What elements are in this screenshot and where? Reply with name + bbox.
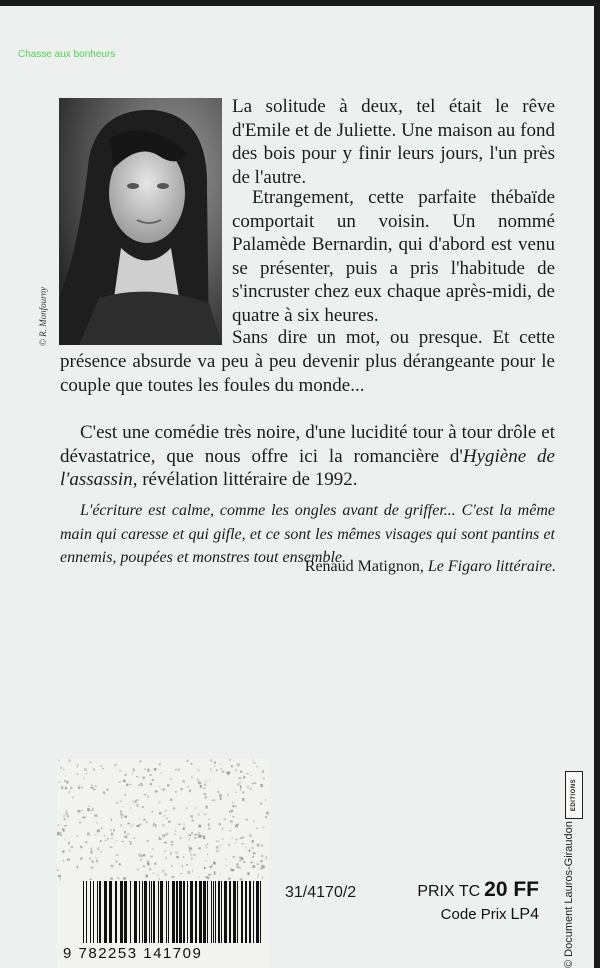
publisher-logo <box>565 771 583 819</box>
book-back-cover <box>0 6 594 968</box>
blurb-paragraph-2: Etrangement, cette parfaite thébaïde comportait un voisin. Un nommé Palamède Bernardin, qui d'abord est venu se présenter, puis a pris l'habitude de s'incruster chez eux chaque après-midi, de quatre à six heures. <box>232 187 555 326</box>
barcode-digits: 9 782253 141709 <box>63 945 203 962</box>
publisher-logo-text: EDITIONS <box>571 778 577 812</box>
author-portrait-image <box>59 98 222 345</box>
blurb-paragraph-2-continued: Sans dire un mot, ou presque. Et cette <box>232 327 555 348</box>
author-photo <box>59 98 222 345</box>
blurb-paragraph-3-start: C'est une comédie très noire, d'une lucidité tour à tour drôle et dévastatrice, que nous offre ici la romancière d' <box>60 422 555 467</box>
quote-attribution <box>305 558 556 576</box>
blurb-paragraph-3-end: , révélation littéraire de 1992. <box>132 469 358 490</box>
blurb-paragraph-2-end: présence absurde va peu à peu devenir plus dérangeante pour le couple que toutes les foules du monde... <box>60 351 555 396</box>
price-value: 20 FF <box>484 878 539 901</box>
cover-image-credit: © Document Lauros-Giraudon <box>563 821 575 968</box>
press-quote: L'écriture est calme, comme les ongles avant de griffer... C'est la même main qui caresse et qui gifle, et ce sont les mêmes visages qui sont pantins et ennemis, poupées et monstres tout ensemble. <box>60 502 555 566</box>
blurb-paragraph-3 <box>60 421 555 492</box>
quote-source: Le Figaro littéraire. <box>427 558 556 575</box>
barcode-sticker <box>57 759 269 968</box>
price-label: PRIX TC <box>417 883 481 900</box>
price-code-value: LP4 <box>510 906 539 923</box>
watermark-text: Chasse aux bonheurs <box>18 49 116 60</box>
blurb-paragraph-1: La solitude à deux, tel était le rêve d'Emile et de Juliette. Une maison au fond des bois pour y finir leurs jours, l'un près de l'autre. <box>232 96 555 188</box>
price-code-line <box>441 906 539 924</box>
quote-author: Renaud Matignon, <box>304 558 424 575</box>
reference-number: 31/4170/2 <box>285 884 357 901</box>
photo-credit: © R. Monfourny <box>38 286 48 346</box>
price-code-label: Code Prix <box>440 906 507 923</box>
barcode-graphic <box>57 759 269 968</box>
price-line <box>417 878 539 902</box>
novel-title: Hygiène de l'assassin <box>60 445 555 490</box>
